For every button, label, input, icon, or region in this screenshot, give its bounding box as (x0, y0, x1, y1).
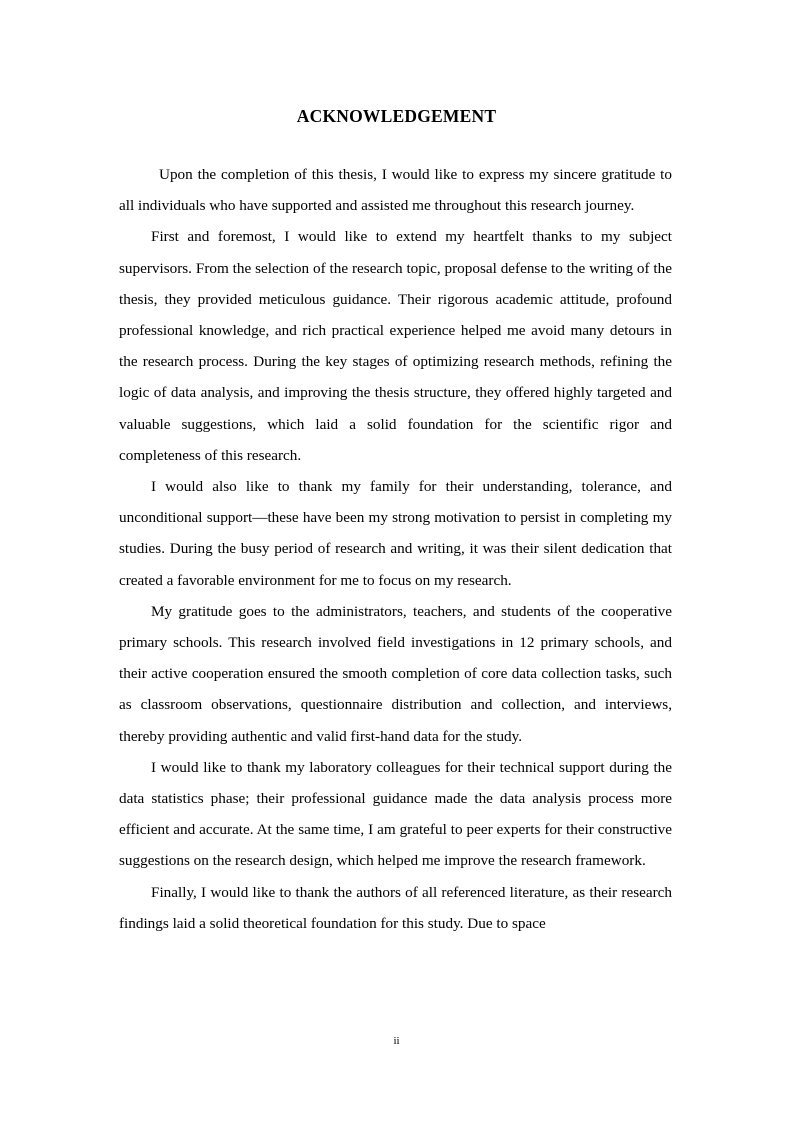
paragraph: I would like to thank my laboratory colleagues for their technical support during the data statistics phase; their professional guidance made the data analysis process more efficient and accurate. At the same time, I am grateful to peer experts for their constructive suggestions on the research design, which helped me improve the research framework. (119, 758, 672, 870)
paragraph: Upon the completion of this thesis, I would like to express my sincere gratitude to all individuals who have supported and assisted me throughout this research journey. (119, 166, 672, 215)
acknowledgement-body (119, 159, 672, 939)
paragraph: My gratitude goes to the administrators, teachers, and students of the cooperative primary schools. This research involved field investigations in 12 primary schools, and their active cooperation ensured the smooth completion of core data collection tasks, such as classroom observations, questionnaire distribution and collection, and interviews, thereby providing authentic and valid first-hand data for the study. (119, 602, 672, 745)
page-number: ii (393, 1035, 400, 1047)
page-title: ACKNOWLEDGEMENT (296, 106, 497, 126)
paragraph: First and foremost, I would like to extend my heartfelt thanks to my subject supervisors. From the selection of the research topic, proposal defense to the writing of the thesis, they provided meticulous guidance. Their rigorous academic attitude, profound professional knowledge, and rich practical experience helped me avoid many detours in the research process. During the key stages of optimizing research methods, refining the logic of data analysis, and improving the thesis structure, they offered highly targeted and valuable suggestions, which laid a solid foundation for the scientific rigor and completeness of this research. (119, 228, 672, 464)
paragraph: Finally, I would like to thank the authors of all referenced literature, as their research findings laid a solid theoretical foundation for this study. Due to space (119, 883, 672, 932)
paragraph: I would also like to thank my family for their understanding, tolerance, and unconditional support—these have been my strong motivation to persist in completing my studies. During the busy period of research and writing, it was their silent dedication that created a favorable environment for me to focus on my research. (119, 478, 672, 589)
